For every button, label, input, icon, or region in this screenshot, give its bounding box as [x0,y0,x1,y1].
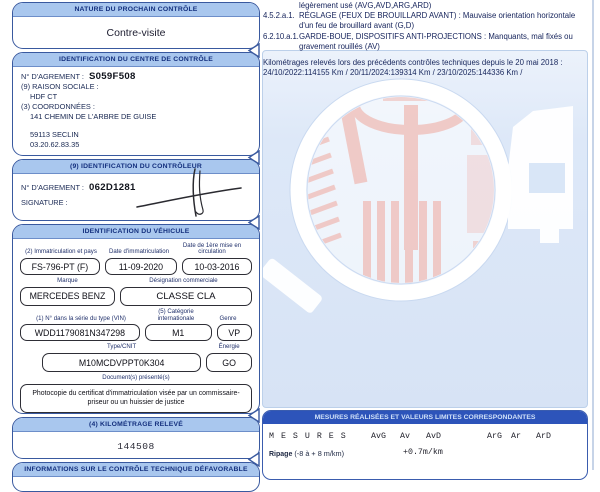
coordonnees-label: (3) COORDONNÉES : [21,102,95,112]
field-label-date-mise-en-circulation: Date de 1ère mise en circulation [182,241,242,256]
signature-label: SIGNATURE : [21,198,68,208]
field-label-designation: Désignation commerciale [149,277,218,285]
address-line-2: 59113 SECLIN [30,130,79,140]
section-title: NATURE DU PROCHAIN CONTRÔLE [13,3,259,17]
section-title: MESURES RÉALISÉES ET VALEURS LIMITES CORRESPONDANTES [263,411,587,424]
column-ard: ArD [536,431,551,441]
column-avd: AvD [426,431,441,441]
defect-continuation-line [263,1,590,11]
km-history-line: 24/10/2022:114155 Km / 20/11/2024:139314 Km / 23/10/2025:144336 Km / [263,68,523,78]
defect-text: d'un feu de brouillard avant (G,D) [299,21,415,31]
ripage-value: +0.7m/km [403,447,443,457]
kilometrage-value: 144508 [117,440,155,452]
section-title: IDENTIFICATION DU VÉHICULE [13,225,259,239]
technical-inspection-watermark-panel [262,50,588,408]
defect-code: 4.5.2.a.1. [263,11,295,21]
section-vehicule [12,224,260,414]
address-line-1: 141 CHEMIN DE L'ARBRE DE GUISE [30,112,157,122]
prochain-controle-value: Contre-visite [106,26,166,39]
defect-code: 6.2.10.a.1. [263,31,299,41]
raison-sociale-value: HDF CT [30,92,58,102]
field-label-genre: Genre [219,314,237,322]
car-door-icon [508,106,573,243]
panel-junction-chevron [247,408,260,423]
field-energie: GO [206,353,252,372]
panel-junction-chevron [247,215,260,230]
field-categorie-internationale: M1 [145,324,212,341]
field-marque: MERCEDES BENZ [20,287,115,306]
defect-text: gravement rouillés (AV) [299,41,380,51]
column-ar: Ar [511,431,521,441]
panel-junction-chevron [247,150,260,165]
field-label-immatriculation: (2) Immatriculation et pays [25,248,97,256]
section-controleur [12,159,260,221]
field-vin: WDD1179081N347298 [20,324,140,341]
defect-text: légèrement usé (AVG,AVD,ARG,ARD) [299,1,432,10]
km-history-line: Kilométrages relevés lors des précédents contrôles techniques depuis le 20 mai 2018 : [263,58,563,68]
column-avg: AvG [371,431,386,441]
field-immatriculation: FS-796-PT (F) [20,258,100,275]
defect-text: RÉGLAGE (FEUX DE BROUILLARD AVANT) : Mauvaise orientation horizontale [299,11,576,21]
controleur-agrement-label: N° D'AGREMENT : [21,182,84,192]
field-date-mise-en-circulation: 10-03-2016 [182,258,252,275]
signature-scribble [133,166,245,218]
spacer [21,122,251,130]
field-label-date-immatriculation: Date d'immatriculation [108,248,170,256]
field-label-energie: Énergie [218,343,240,351]
field-documents-presentes: Photocopie du certificat d'immatriculation visée par un commissaire-priseur ou un huissier de justice [20,384,252,413]
field-date-immatriculation: 11-09-2020 [105,258,177,275]
centre-agrement-line [21,72,251,82]
raison-sociale-label: (9) RAISON SOCIALE : [21,82,99,92]
field-label-vin: (1) N° dans la série du type (VIN) [36,314,126,322]
km-history-note [263,58,590,78]
section-kilometrage-releve [12,417,260,459]
page-right-edge [592,0,594,470]
panel-junction-chevron [247,452,260,467]
panel-junction-chevron [247,43,260,58]
controleur-agrement-number: 062D1281 [88,181,136,193]
ripage-row [263,448,587,460]
technical-inspection-watermark [263,51,588,408]
section-title: IDENTIFICATION DU CENTRE DE CONTRÔLE [13,53,259,67]
section-nature-prochain-controle [12,2,260,49]
field-designation-commerciale: CLASSE CLA [120,287,252,306]
section-title: INFORMATIONS SUR LE CONTRÔLE TECHNIQUE DÉFAVORABLE [13,463,259,477]
field-genre: VP [217,324,252,341]
field-label-type-cnit: Type/CNIT [107,343,137,351]
ripage-label: Ripage (-8 à + 8 m/km) [269,448,345,458]
defects-list [263,1,590,78]
mesures-row-header: M E S U R E S [269,431,347,441]
phone-number: 03.20.62.83.35 [30,139,80,149]
defect-item [263,11,590,31]
field-label-categorie: (5) Catégorie internationale [157,307,195,322]
field-label-documents: Document(s) présenté(s) [102,374,170,382]
column-arg: ArG [487,431,502,441]
centre-agrement-label: N° D'AGREMENT : [21,71,84,81]
magnifier-handle-icon [263,257,323,314]
centre-agrement-number: S059F508 [88,70,136,82]
section-title: (9) IDENTIFICATION DU CONTRÔLEUR [13,160,259,174]
defect-item [263,32,590,52]
section-centre-de-controle [12,52,260,156]
section-informations-controle-defavorable [12,462,260,492]
column-av: Av [400,431,410,441]
mesures-columns-row [263,432,587,443]
section-title: (4) KILOMÉTRAGE RELEVÉ [13,418,259,432]
field-type-cnit: M10MCDVPPT0K304 [42,353,201,372]
defect-text: GARDE-BOUE, DISPOSITIFS ANTI-PROJECTIONS : Manquants, mal fixés ou [299,31,573,41]
field-label-marque: Marque [57,277,78,285]
